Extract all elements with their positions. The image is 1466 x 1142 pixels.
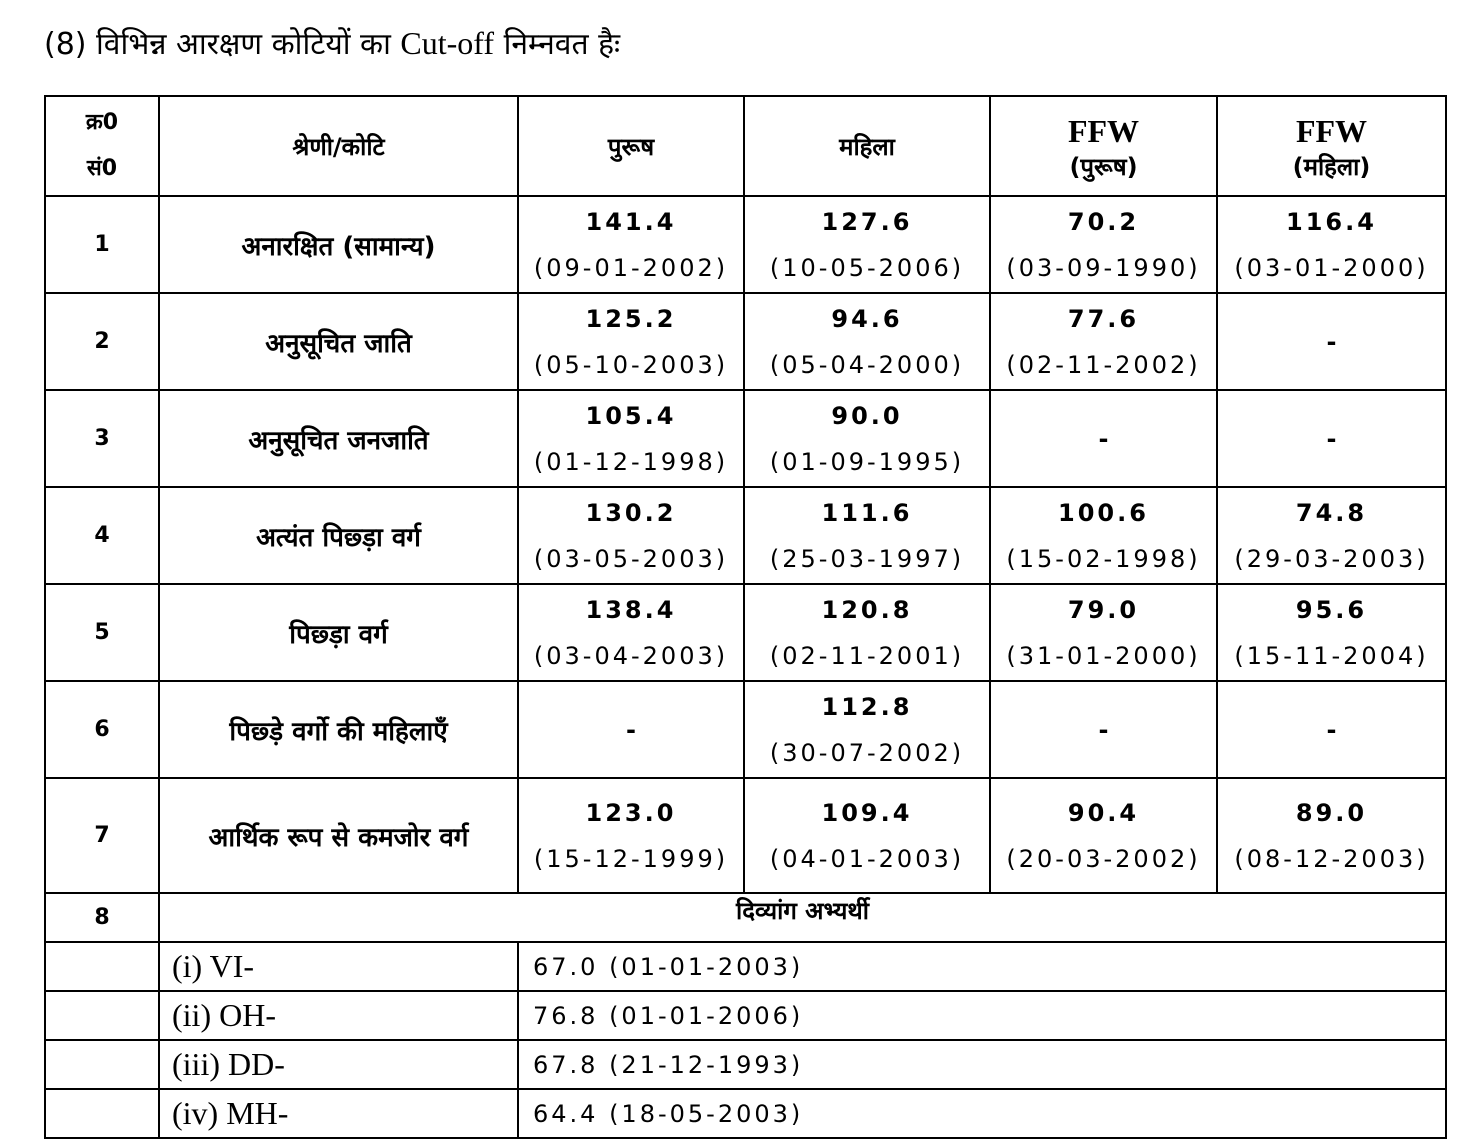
cell-male [518, 293, 744, 390]
divyang-row [45, 1040, 1446, 1089]
cutoff-score: 105.4 [585, 401, 677, 430]
cell-ffw-male [990, 196, 1217, 293]
cutoff-score: 90.0 [831, 401, 903, 430]
cutoff-date: (10-05-2006) [769, 253, 965, 282]
cell-ffw-male [990, 487, 1217, 584]
header-ffw-female [1217, 96, 1446, 196]
row-category: पिछ्ड़ा वर्ग [159, 584, 518, 681]
table-row [45, 196, 1446, 293]
cell-ffw-male-dash: - [990, 681, 1217, 778]
cell-ffw-male [990, 778, 1217, 893]
header-ffw-male-sub: (पुरूष) [1069, 153, 1138, 181]
cell-ffw-male [990, 584, 1217, 681]
header-ffw-male-title: FFW [1067, 113, 1140, 149]
cutoff-table [44, 95, 1447, 1139]
cutoff-date: (25-03-1997) [769, 544, 965, 573]
row-serial: 4 [45, 487, 159, 584]
cell-female [744, 196, 990, 293]
section-heading [44, 22, 620, 63]
header-row [45, 96, 1446, 196]
cutoff-score: 79.0 [1067, 595, 1140, 624]
divyang-label: (iii) DD- [159, 1040, 518, 1089]
cell-female [744, 584, 990, 681]
cutoff-date: (15-12-1999) [533, 844, 729, 873]
cutoff-score: 125.2 [585, 304, 677, 333]
row-category: अनुसूचित जनजाति [159, 390, 518, 487]
cutoff-score: 112.8 [821, 692, 913, 721]
cutoff-date: (03-01-2000) [1234, 253, 1429, 282]
row-category: अत्यंत पिछ्ड़ा वर्ग [159, 487, 518, 584]
cutoff-date: (30-07-2002) [769, 738, 965, 767]
cutoff-score: 77.6 [1067, 304, 1140, 333]
cell-female [744, 487, 990, 584]
cell-female [744, 293, 990, 390]
cutoff-score: 130.2 [585, 498, 677, 527]
cell-male [518, 778, 744, 893]
cutoff-date: (29-03-2003) [1234, 544, 1429, 573]
heading-prefix: (8) विभिन्न आरक्षण कोटियों का [44, 27, 391, 62]
row-serial: 5 [45, 584, 159, 681]
cutoff-score: 89.0 [1295, 798, 1368, 827]
header-female: महिला [744, 96, 990, 196]
table-row [45, 293, 1446, 390]
cutoff-score: 123.0 [585, 798, 677, 827]
divyang-row [45, 991, 1446, 1040]
cutoff-date: (09-01-2002) [533, 253, 729, 282]
cutoff-score: 100.6 [1058, 498, 1149, 527]
cutoff-date: (31-01-2000) [1006, 641, 1201, 670]
cutoff-date: (03-04-2003) [533, 641, 729, 670]
divyang-value: 76.8 (01-01-2006) [518, 991, 1446, 1040]
cell-female [744, 681, 990, 778]
cutoff-date: (15-02-1998) [1006, 544, 1201, 573]
cutoff-date: (20-03-2002) [1006, 844, 1201, 873]
cell-male-dash: - [518, 681, 744, 778]
header-ffw-female-title: FFW [1295, 113, 1368, 149]
cell-male [518, 390, 744, 487]
divyang-title: दिव्यांग अभ्यर्थी [159, 893, 1446, 942]
divyang-serial: 8 [45, 893, 159, 942]
divyang-section [45, 893, 1446, 1138]
divyang-row [45, 1089, 1446, 1138]
cell-male [518, 196, 744, 293]
heading-cutoff-word: Cut-off [400, 25, 495, 61]
cutoff-date: (08-12-2003) [1234, 844, 1429, 873]
divyang-row [45, 942, 1446, 991]
divyang-label: (i) VI- [159, 942, 518, 991]
header-ffw-male [990, 96, 1217, 196]
cutoff-date: (04-01-2003) [769, 844, 965, 873]
table-row [45, 487, 1446, 584]
cell-ffw-female-dash: - [1217, 681, 1446, 778]
cutoff-date: (15-11-2004) [1234, 641, 1429, 670]
cutoff-date: (01-09-1995) [769, 447, 965, 476]
cutoff-score: 116.4 [1286, 207, 1377, 236]
row-serial: 6 [45, 681, 159, 778]
cutoff-score: 120.8 [821, 595, 913, 624]
cell-ffw-female [1217, 584, 1446, 681]
header-male: पुरूष [518, 96, 744, 196]
table-row [45, 390, 1446, 487]
cutoff-date: (03-09-1990) [1006, 253, 1201, 282]
cutoff-score: 94.6 [831, 304, 903, 333]
cutoff-date: (05-10-2003) [533, 350, 729, 379]
header-serial-line2: सं0 [86, 156, 118, 181]
cell-male [518, 584, 744, 681]
cell-ffw-female [1217, 778, 1446, 893]
cell-ffw-male-dash: - [990, 390, 1217, 487]
header-ffw-female-sub: (महिला) [1292, 153, 1371, 181]
divyang-value: 67.0 (01-01-2003) [518, 942, 1446, 991]
divyang-header-row [45, 893, 1446, 942]
cell-ffw-male [990, 293, 1217, 390]
row-serial: 1 [45, 196, 159, 293]
table-row [45, 584, 1446, 681]
cutoff-score: 111.6 [821, 498, 913, 527]
cutoff-score: 141.4 [585, 207, 677, 236]
divyang-label: (iv) MH- [159, 1089, 518, 1138]
divyang-value: 67.8 (21-12-1993) [518, 1040, 1446, 1089]
empty-cell [45, 991, 159, 1040]
empty-cell [45, 1040, 159, 1089]
cutoff-score: 95.6 [1295, 595, 1368, 624]
cutoff-date: (01-12-1998) [533, 447, 729, 476]
row-category: पिछ्ड़े वर्गो की महिलाएँ [159, 681, 518, 778]
header-serial [45, 96, 159, 196]
cutoff-score: 138.4 [585, 595, 677, 624]
row-category: आर्थिक रूप से कमजोर वर्ग [159, 778, 518, 893]
cutoff-score: 127.6 [821, 207, 913, 236]
header-category: श्रेणी/कोटि [159, 96, 518, 196]
header-serial-line1: क्र0 [85, 110, 119, 135]
empty-cell [45, 942, 159, 991]
row-serial: 2 [45, 293, 159, 390]
cell-ffw-female-dash: - [1217, 293, 1446, 390]
row-category: अनारक्षित (सामान्य) [159, 196, 518, 293]
cell-male [518, 487, 744, 584]
divyang-label: (ii) OH- [159, 991, 518, 1040]
cutoff-date: (03-05-2003) [533, 544, 729, 573]
row-serial: 7 [45, 778, 159, 893]
table-body [45, 196, 1446, 893]
cutoff-date: (02-11-2001) [769, 641, 965, 670]
heading-suffix: निम्नवत हैः [503, 27, 621, 62]
row-serial: 3 [45, 390, 159, 487]
table-row [45, 681, 1446, 778]
cutoff-score: 74.8 [1295, 498, 1368, 527]
cutoff-date: (02-11-2002) [1006, 350, 1201, 379]
cell-ffw-female-dash: - [1217, 390, 1446, 487]
cutoff-score: 90.4 [1067, 798, 1140, 827]
cutoff-score: 70.2 [1067, 207, 1140, 236]
cell-ffw-female [1217, 196, 1446, 293]
cell-female [744, 778, 990, 893]
cell-female [744, 390, 990, 487]
row-category: अनुसूचित जाति [159, 293, 518, 390]
empty-cell [45, 1089, 159, 1138]
cutoff-date: (05-04-2000) [769, 350, 965, 379]
table-row [45, 778, 1446, 893]
cell-ffw-female [1217, 487, 1446, 584]
divyang-value: 64.4 (18-05-2003) [518, 1089, 1446, 1138]
cutoff-score: 109.4 [821, 798, 913, 827]
